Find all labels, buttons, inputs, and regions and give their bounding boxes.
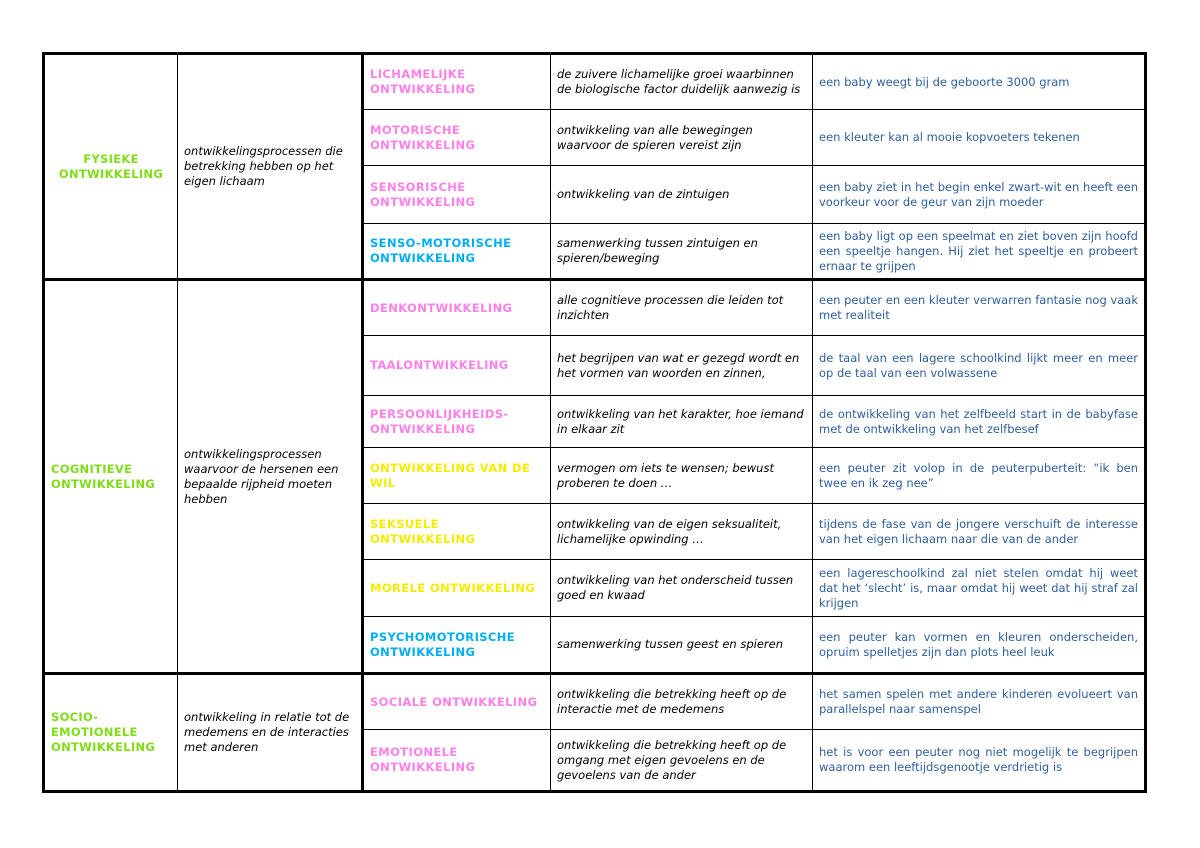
example-cell: een baby weegt bij de geboorte 3000 gram — [813, 54, 1146, 110]
example-cell: het is voor een peuter nog niet mogelijk te begrijpen waarom een leeftijdsgenootje verdrietig is — [813, 730, 1146, 792]
aspect-cell: MORELE ONTWIKKELING — [363, 560, 551, 617]
aspect-cell: PERSOONLIJKHEIDS-ONTWIKKELING — [363, 396, 551, 448]
aspect-cell: PSYCHOMOTORISCHE ONTWIKKELING — [363, 617, 551, 674]
aspect-cell: EMOTIONELE ONTWIKKELING — [363, 730, 551, 792]
example-cell: de taal van een lagere schoolkind lijkt meer en meer op de taal van een volwassene — [813, 336, 1146, 396]
domain-description: ontwikkeling in relatie tot de medemens en de interacties met anderen — [178, 674, 363, 792]
definition-cell: samenwerking tussen geest en spieren — [551, 617, 813, 674]
aspect-cell: SENSO-MOTORISCHE ONTWIKKELING — [363, 224, 551, 280]
example-cell: een peuter en een kleuter verwarren fantasie nog vaak met realiteit — [813, 280, 1146, 336]
development-table — [42, 52, 1147, 793]
aspect-cell: DENKONTWIKKELING — [363, 280, 551, 336]
definition-cell: ontwikkeling die betrekking heeft op de omgang met eigen gevoelens en de gevoelens van de ander — [551, 730, 813, 792]
aspect-cell: SOCIALE ONTWIKKELING — [363, 674, 551, 730]
definition-text: het begrijpen van wat er gezegd wordt en het vormen van woorden en zinnen, — [557, 350, 800, 380]
definition-cell: alle cognitieve processen die leiden tot inzichten — [551, 280, 813, 336]
table-row — [44, 54, 1146, 110]
table-row — [44, 674, 1146, 730]
definition-cell: ontwikkeling van de eigen seksualiteit, lichamelijke opwinding … — [551, 504, 813, 560]
table-row — [44, 280, 1146, 336]
definition-cell: ontwikkeling van de zintuigen — [551, 166, 813, 224]
example-cell: een peuter kan vormen en kleuren onderscheiden, opruim spelletjes zijn dan plots heel leuk — [813, 617, 1146, 674]
aspect-cell: TAALONTWIKKELING — [363, 336, 551, 396]
example-cell: een baby ligt op een speelmat en ziet boven zijn hoofd een speeltje hangen. Hij ziet het speeltje en probeert ernaar te grijpen — [813, 224, 1146, 280]
aspect-cell: MOTORISCHE ONTWIKKELING — [363, 110, 551, 166]
aspect-cell: SEKSUELE ONTWIKKELING — [363, 504, 551, 560]
domain-cell: FYSIEKE ONTWIKKELING — [44, 54, 178, 280]
example-cell: het samen spelen met andere kinderen evolueert van parallelspel naar samenspel — [813, 674, 1146, 730]
domain-description: ontwikkelingsprocessen die betrekking hebben op het eigen lichaam — [178, 54, 363, 280]
example-cell: de ontwikkeling van het zelfbeeld start in de babyfase met de ontwikkeling van het zelfbesef — [813, 396, 1146, 448]
example-cell: een kleuter kan al mooie kopvoeters tekenen — [813, 110, 1146, 166]
definition-cell: ontwikkeling die betrekking heeft op de interactie met de medemens — [551, 674, 813, 730]
example-cell: een lagereschoolkind zal niet stelen omdat hij weet dat het ‘slecht’ is, maar omdat hij weet dat hij straf zal krijgen — [813, 560, 1146, 617]
aspect-cell: SENSORISCHE ONTWIKKELING — [363, 166, 551, 224]
domain-description: ontwikkelingsprocessen waarvoor de hersenen een bepaalde rijpheid moeten hebben — [178, 280, 363, 674]
definition-cell: de zuivere lichamelijke groei waarbinnen de biologische factor duidelijk aanwezig is — [551, 54, 813, 110]
aspect-cell: LICHAMELIJKE ONTWIKKELING — [363, 54, 551, 110]
domain-cell: SOCIO-EMOTIONELE ONTWIKKELING — [44, 674, 178, 792]
definition-cell: ontwikkeling van alle bewegingen waarvoor de spieren vereist zijn — [551, 110, 813, 166]
domain-cell: COGNITIEVE ONTWIKKELING — [44, 280, 178, 674]
aspect-cell: ONTWIKKELING VAN DE WIL — [363, 448, 551, 504]
example-cell: een baby ziet in het begin enkel zwart-wit en heeft een voorkeur voor de geur van zijn moeder — [813, 166, 1146, 224]
example-cell: een peuter zit volop in de peuterpuberteit: “ik ben twee en ik zeg nee” — [813, 448, 1146, 504]
definition-cell: ontwikkeling van het onderscheid tussen goed en kwaad — [551, 560, 813, 617]
definition-cell: samenwerking tussen zintuigen en spieren/beweging — [551, 224, 813, 280]
definition-cell: ontwikkeling van het karakter, hoe iemand in elkaar zit — [551, 396, 813, 448]
example-cell: tijdens de fase van de jongere verschuift de interesse van het eigen lichaam naar die van de ander — [813, 504, 1146, 560]
definition-cell — [551, 336, 813, 396]
definition-cell: vermogen om iets te wensen; bewust proberen te doen … — [551, 448, 813, 504]
